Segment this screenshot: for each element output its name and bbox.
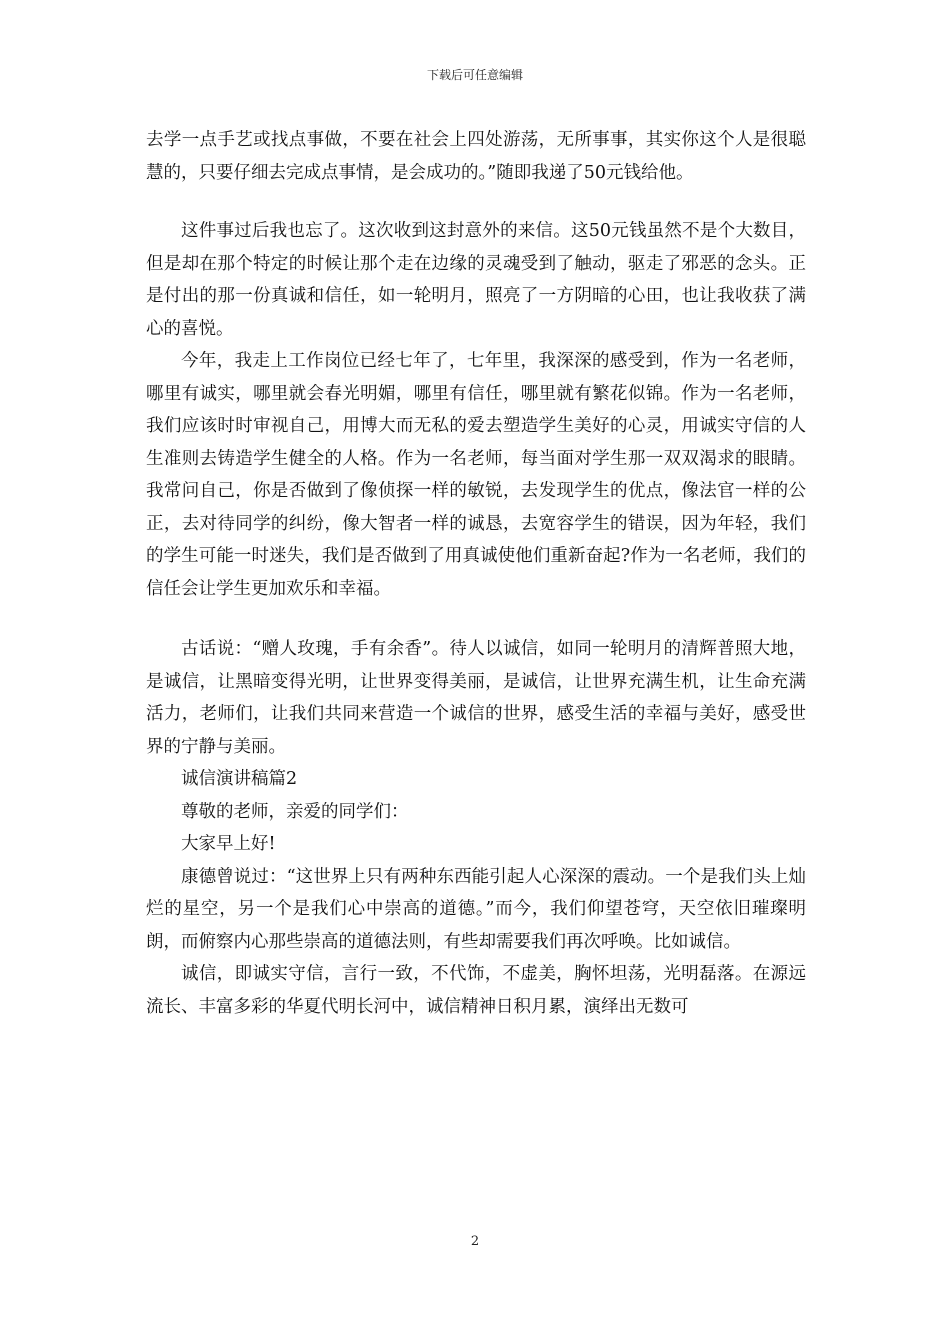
greeting: 大家早上好! bbox=[181, 834, 276, 854]
paragraph: 古话说：“赠人玫瑰，手有余香”。待人以诚信，如同一轮明月的清辉普照大地，是诚信，让黑暗变得光明，让世界变得美丽，是诚信，让世界充满生机，让生命充满活力，老师们，让我们共同来营造一个诚信的世界，感受生活的幸福与美好，感受世界的宁静与美丽。 bbox=[146, 639, 806, 757]
paragraph: 康德曾说过：“这世界上只有两种东西能引起人心深深的震动。一个是我们头上灿烂的星空，另一个是我们心中崇高的道德。”而今，我们仰望苍穹，天空依旧璀璨明朗，而俯察内心那些崇高的道德法则，有些却需要我们再次呼唤。比如诚信。 bbox=[146, 866, 806, 952]
page-header: 下载后可任意编辑 bbox=[426, 68, 523, 82]
paragraph: 这件事过后我也忘了。这次收到这封意外的来信。这50元钱虽然不是个大数目，但是却在那个特定的时候让那个走在边缘的灵魂受到了触动，驱走了邪恶的念头。正是付出的那一份真诚和信任，如一轮明月，照亮了一方阴暗的心田，也让我收获了满心的喜悦。 bbox=[146, 221, 806, 339]
page-number: 2 bbox=[470, 1234, 480, 1249]
section-title: 诚信演讲稿篇2 bbox=[181, 769, 298, 789]
paragraph: 今年，我走上工作岗位已经七年了，七年里，我深深的感受到，作为一名老师，哪里有诚实，哪里就会春光明媚，哪里有信任，哪里就有繁花似锦。作为一名老师，我们应该时时审视自己，用博大而无私的爱去塑造学生美好的心灵，用诚实守信的人生准则去铸造学生健全的人格。作为一名老师，每当面对学生那一双双渴求的眼睛。我常问自己，你是否做到了像侦探一样的敏锐，去发现学生的优点，像法官一样的公正，去对待同学的纠纷，像大智者一样的诚恳，去宽容学生的错误，因为年轻，我们的学生可能一时迷失，我们是否做到了用真诚使他们重新奋起?作为一名老师，我们的信任会让学生更加欢乐和幸福。 bbox=[146, 351, 806, 599]
salutation: 尊敬的老师，亲爱的同学们： bbox=[181, 801, 409, 822]
paragraph: 诚信，即诚实守信，言行一致，不代饰，不虚美，胸怀坦荡，光明磊落。在源远流长、丰富多彩的华夏代明长河中，诚信精神日积月累，演绎出无数可 bbox=[146, 964, 806, 1017]
paragraph-continuation: 去学一点手艺或找点事做，不要在社会上四处游荡，无所事事，其实你这个人是很聪慧的，只要仔细去完成点事情，是会成功的。”随即我递了50元钱给他。 bbox=[146, 130, 806, 183]
document-body bbox=[146, 124, 806, 1023]
